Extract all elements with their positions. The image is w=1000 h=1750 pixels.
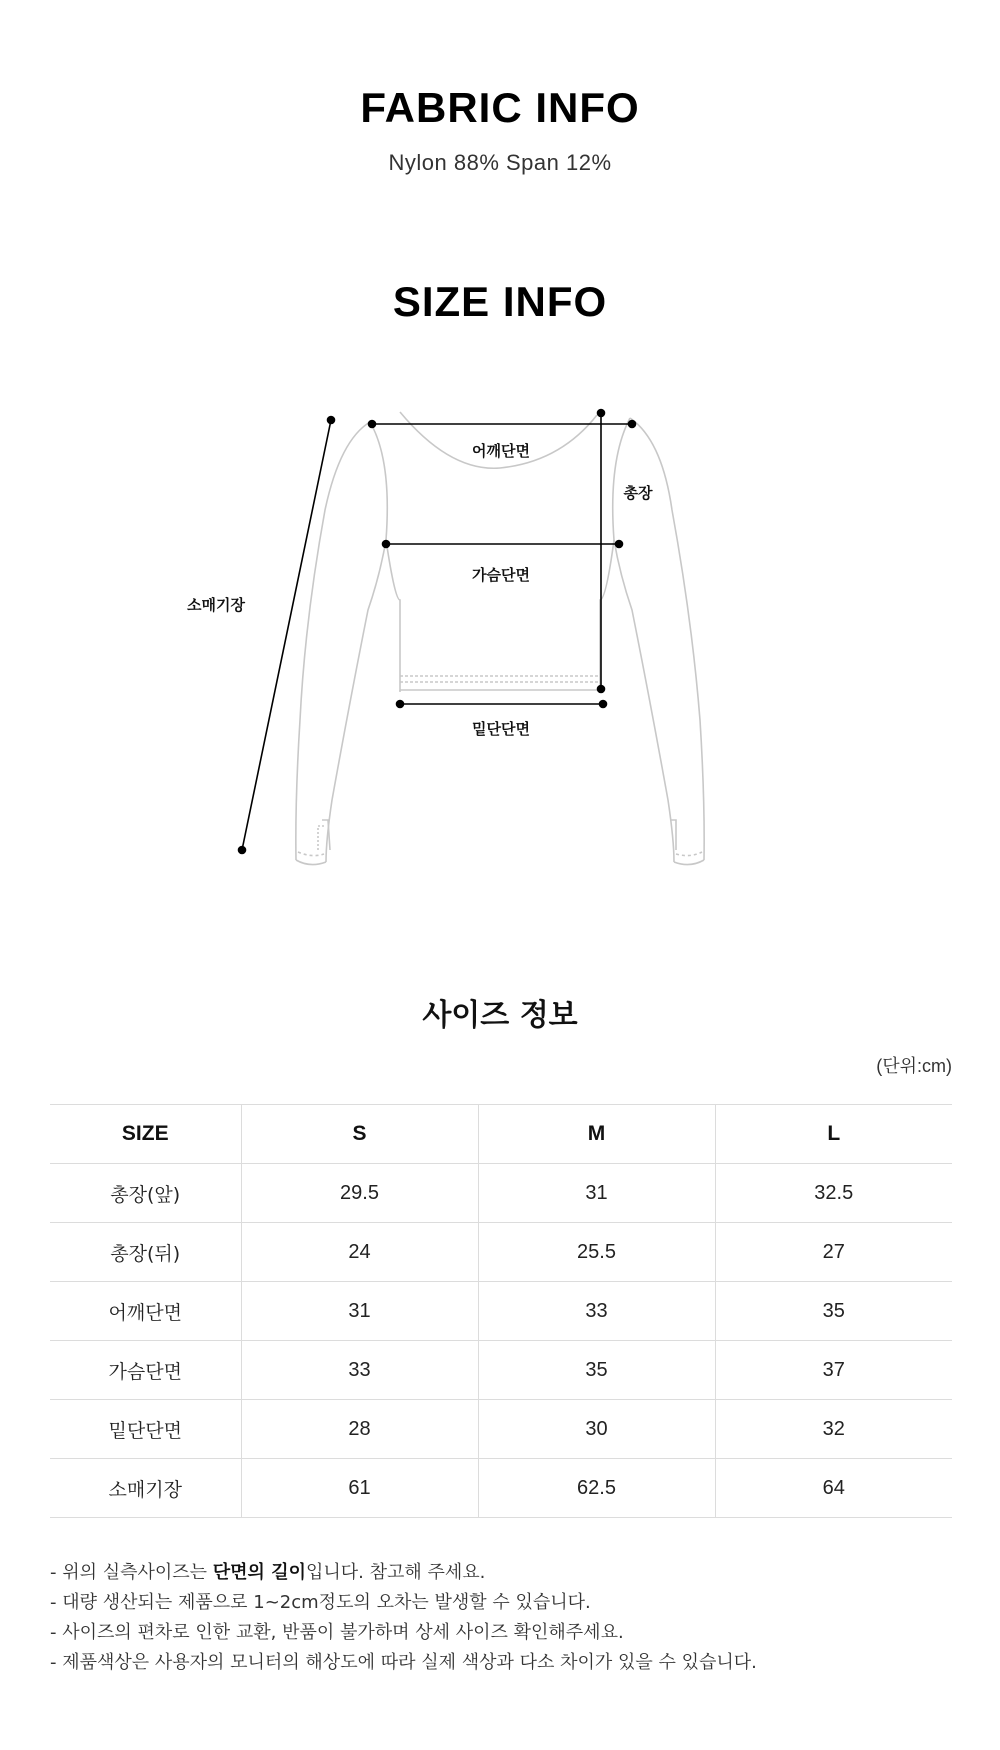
- note-emphasis: 단면의 길이: [212, 1562, 306, 1583]
- cell-value: 27: [715, 1223, 952, 1282]
- header-size: SIZE: [50, 1105, 241, 1164]
- cell-value: 29.5: [241, 1164, 478, 1223]
- cell-value: 31: [241, 1282, 478, 1341]
- cell-value: 28: [241, 1400, 478, 1459]
- size-table-title: 사이즈 정보: [422, 998, 578, 1033]
- cell-value: 37: [715, 1341, 952, 1400]
- table-row: [50, 1223, 952, 1282]
- note-line: - 대량 생산되는 제품으로 1~2cm정도의 오차는 발생할 수 있습니다.: [50, 1592, 591, 1613]
- table-header-row: [50, 1105, 952, 1164]
- cell-value: 35: [715, 1282, 952, 1341]
- row-label: 가슴단면: [50, 1341, 241, 1400]
- fabric-info-title: FABRIC INFO: [360, 84, 640, 131]
- note-line: - 제품색상은 사용자의 모니터의 해상도에 따라 실제 색상과 다소 차이가 있을 수 있습니다.: [50, 1652, 757, 1673]
- cell-value: 33: [241, 1341, 478, 1400]
- cell-value: 33: [478, 1282, 715, 1341]
- table-row: [50, 1164, 952, 1223]
- note-line: - 사이즈의 편차로 인한 교환, 반품이 불가하며 상세 사이즈 확인해주세요.: [50, 1622, 624, 1643]
- label-hem: 밑단단면: [472, 720, 530, 738]
- size-notes: [50, 1558, 757, 1678]
- size-table: [50, 1104, 952, 1518]
- row-label: 밑단단면: [50, 1400, 241, 1459]
- cell-value: 61: [241, 1459, 478, 1518]
- garment-outline: [296, 412, 704, 865]
- unit-label: (단위:cm): [876, 1056, 952, 1076]
- table-row: [50, 1400, 952, 1459]
- label-total-length: 총장: [623, 484, 653, 502]
- cell-value: 64: [715, 1459, 952, 1518]
- table-row: [50, 1282, 952, 1341]
- label-shoulder: 어깨단면: [472, 442, 530, 460]
- cell-value: 32: [715, 1400, 952, 1459]
- cell-value: 62.5: [478, 1459, 715, 1518]
- size-info-title: SIZE INFO: [392, 278, 608, 325]
- cell-value: 32.5: [715, 1164, 952, 1223]
- row-label: 총장(앞): [50, 1164, 241, 1223]
- label-chest: 가슴단면: [472, 566, 530, 584]
- cell-value: 24: [241, 1223, 478, 1282]
- cell-value: 30: [478, 1400, 715, 1459]
- header-m: M: [478, 1105, 715, 1164]
- row-label: 소매기장: [50, 1459, 241, 1518]
- header-l: L: [715, 1105, 952, 1164]
- header-s: S: [241, 1105, 478, 1164]
- cell-value: 31: [478, 1164, 715, 1223]
- size-diagram: [0, 400, 1000, 880]
- row-label: 어깨단면: [50, 1282, 241, 1341]
- fabric-composition: Nylon 88% Span 12%: [388, 150, 612, 175]
- note-line: [50, 1558, 757, 1588]
- cell-value: 35: [478, 1341, 715, 1400]
- label-sleeve: 소매기장: [187, 596, 245, 614]
- note-text: - 위의 실측사이즈는: [50, 1562, 213, 1583]
- note-text: 입니다. 참고해 주세요.: [305, 1562, 486, 1583]
- table-row: [50, 1459, 952, 1518]
- table-row: [50, 1341, 952, 1400]
- row-label: 총장(뒤): [50, 1223, 241, 1282]
- measurement-lines: [239, 410, 636, 854]
- cell-value: 25.5: [478, 1223, 715, 1282]
